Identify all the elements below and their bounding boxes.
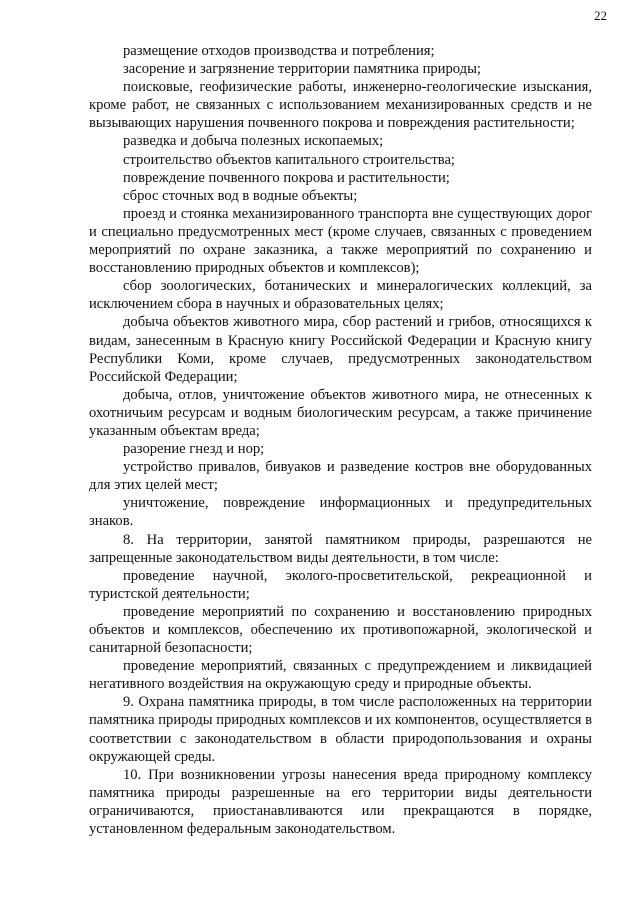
- paragraph: сбор зоологических, ботанических и минералогических коллекций, за исключением сбора в научных и образовательных целях;: [89, 278, 592, 313]
- paragraph: 10. При возникновении угрозы нанесения вреда природному комплексу памятника природы разрешенные на его территории виды деятельности ограничиваются, приостанавливаются или прекращаются в порядке, установленном федеральным законодательством.: [89, 766, 592, 838]
- paragraph: размещение отходов производства и потребления;: [123, 43, 435, 59]
- paragraph: 9. Охрана памятника природы, в том числе расположенных на территории памятника природы природных комплексов и их компонентов, осуществляется в соответствии с законодательством в области природопользования и охраны окружающей среды.: [89, 694, 592, 765]
- paragraph: поисковые, геофизические работы, инженерно-геологические изыскания, кроме работ, не связанных с использованием механизированных средств и не вызывающих нарушения почвенного покрова и повреждения растительности;: [89, 79, 592, 132]
- document-body: [89, 42, 592, 838]
- paragraph: проведение мероприятий по сохранению и восстановлению природных объектов и комплексов, обеспечению их противопожарной, экологической и санитарной безопасности;: [89, 603, 592, 657]
- paragraph: добыча, отлов, уничтожение объектов животного мира, не отнесенных к охотничьим ресурсам и водным биологическим ресурсам, а также причинение указанным объектам вреда;: [89, 386, 592, 439]
- paragraph: разведка и добыча полезных ископаемых;: [123, 133, 384, 150]
- paragraph: уничтожение, повреждение информационных и предупредительных знаков.: [89, 495, 592, 530]
- paragraph: проведение мероприятий, связанных с предупреждением и ликвидацией негативного воздействия на окружающую среду и природные объекты.: [89, 658, 592, 693]
- paragraph: проезд и стоянка механизированного транспорта вне существующих дорог и специально предусмотренных мест (кроме случаев, связанных с проведением мероприятий по охране заказника, а также мероприятий по сохранению и восстановлению природных объектов и комплексов);: [89, 205, 592, 277]
- page-number: 22: [594, 8, 607, 23]
- paragraph: строительство объектов капитального строительства;: [123, 151, 455, 168]
- paragraph: добыча объектов животного мира, сбор растений и грибов, относящихся к видам, занесенным в Красную книгу Российской Федерации и Красную книгу Республики Коми, кроме случаев, предусмотренных законодательством Российской Федерации;: [89, 314, 592, 385]
- paragraph: проведение научной, эколого-просветительской, рекреационной и туристской деятельности;: [89, 567, 592, 602]
- paragraph: разорение гнезд и нор;: [123, 441, 265, 458]
- paragraph: повреждение почвенного покрова и растительности;: [123, 169, 450, 186]
- paragraph: сброс сточных вод в водные объекты;: [123, 187, 358, 204]
- paragraph: устройство привалов, бивуаков и разведение костров вне оборудованных для этих целей мест;: [89, 459, 592, 494]
- paragraph: 8. На территории, занятой памятником природы, разрешаются не запрещенные законодательством виды деятельности, в том числе:: [89, 531, 592, 566]
- paragraph: засорение и загрязнение территории памятника природы;: [123, 61, 481, 78]
